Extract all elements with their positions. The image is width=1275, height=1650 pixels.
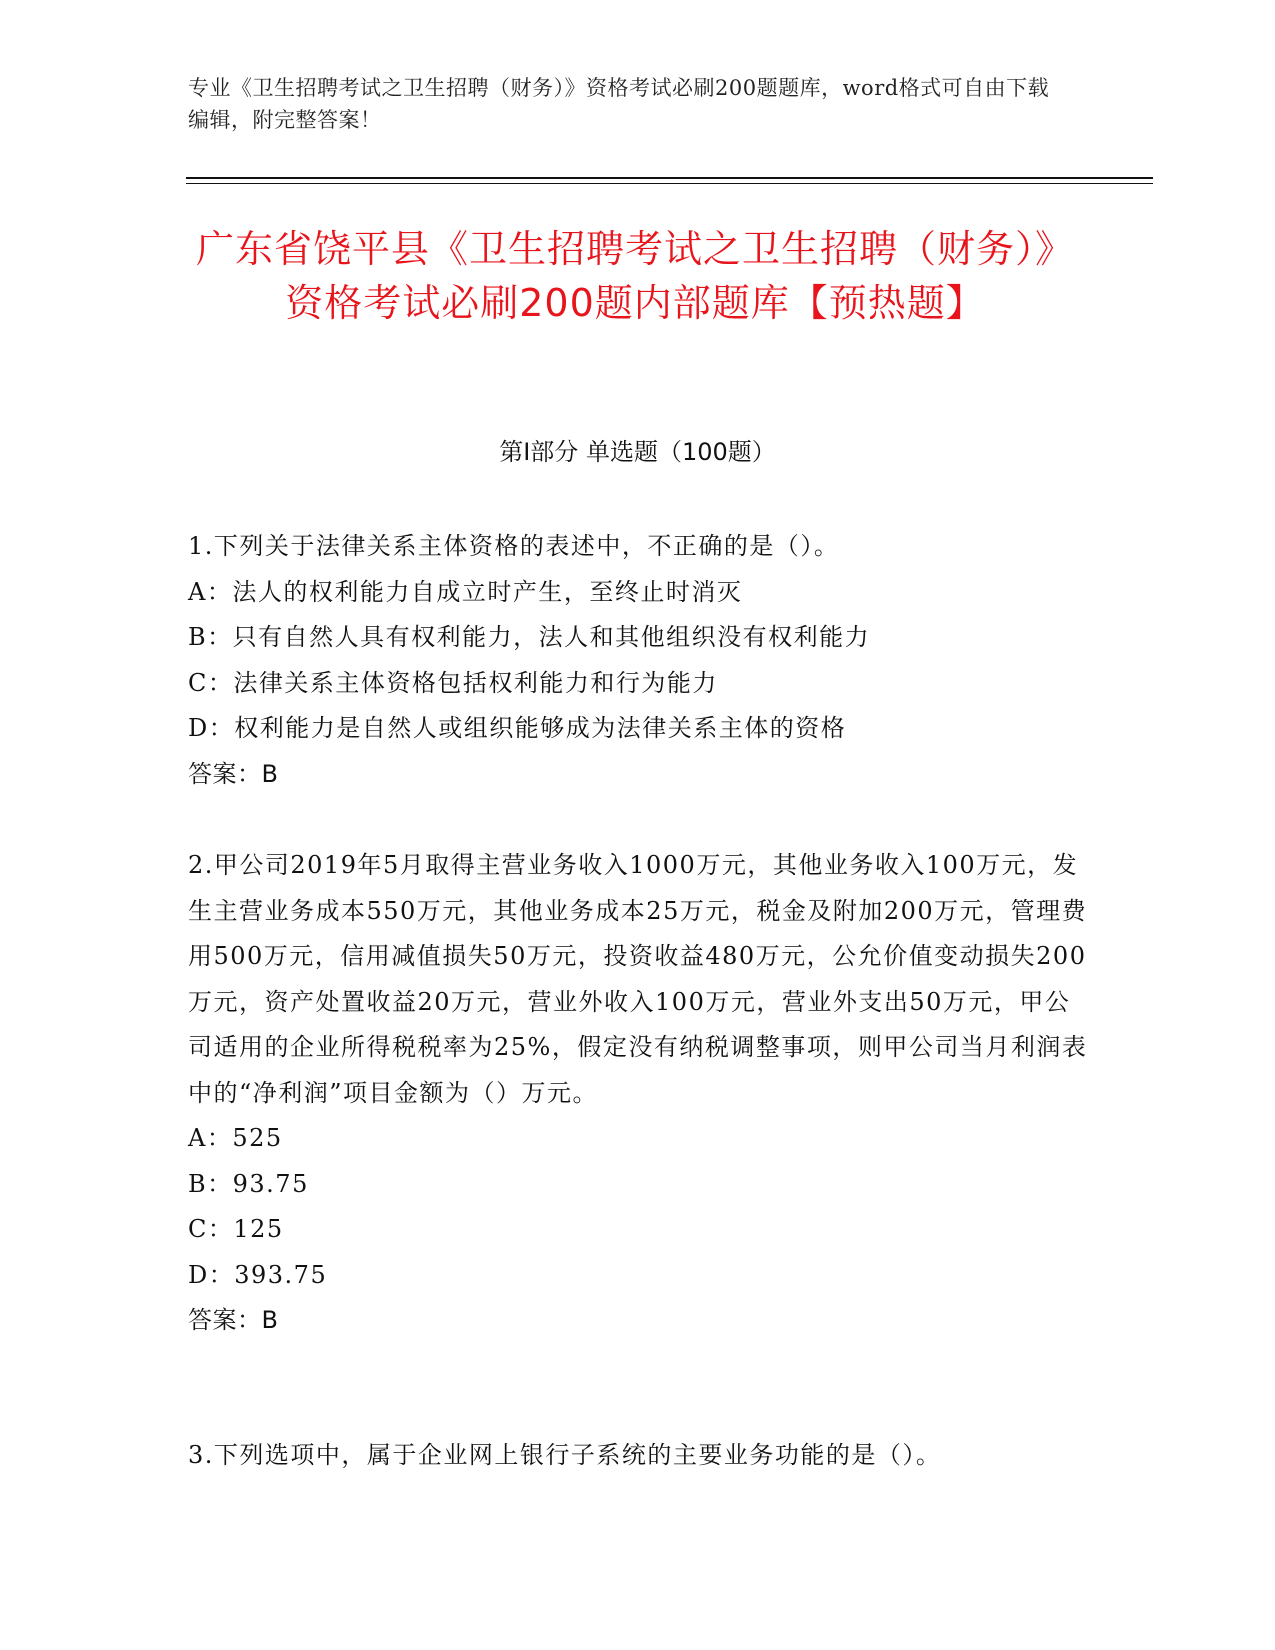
question-2 <box>188 843 1093 1344</box>
question-2-option-d: D：393.75 <box>188 1260 328 1289</box>
header-divider-thin <box>186 183 1153 184</box>
header-note: 专业《卫生招聘考试之卫生招聘（财务）》资格考试必刷200题题库，word格式可自由下载编辑，附完整答案！ <box>188 76 1050 132</box>
question-1-option-d: D：权利能力是自然人或组织能够成为法律关系主体的资格 <box>188 714 847 742</box>
section-title: 第I部分 单选题（100题） <box>499 438 776 466</box>
question-1 <box>188 524 1093 797</box>
question-1-answer: 答案：B <box>188 759 279 788</box>
header-divider-thick <box>186 177 1153 179</box>
question-2-option-a: A：525 <box>188 1124 283 1152</box>
question-1-stem: 1.下列关于法律关系主体资格的表述中，不正确的是（）。 <box>188 532 840 560</box>
question-2-stem: 2.甲公司2019年5月取得主营业务收入1000万元，其他业务收入100万元，发生主营业务成本550万元，其他业务成本25万元，税金及附加200万元，管理费用500万元，信用减值损失50万元，投资收益480万元，公允价值变动损失200万元，资产处置收益20万元，营业外收入100万元，营业外支出50万元，甲公司适用的企业所得税税率为25%，假定没有纳税调整事项，则甲公司当月利润表中的“净利润”项目金额为（）万元。 <box>188 851 1088 1107</box>
question-1-option-c: C：法律关系主体资格包括权利能力和行为能力 <box>188 668 718 697</box>
document-title: 广东省饶平县《卫生招聘考试之卫生招聘（财务）》资格考试必刷200题内部题库【预热题】 <box>195 227 1074 325</box>
question-2-answer: 答案：B <box>188 1306 279 1334</box>
question-2-option-c: C：125 <box>188 1215 284 1243</box>
question-1-option-a: A：法人的权利能力自成立时产生，至终止时消灭 <box>188 577 743 606</box>
question-2-option-b: B：93.75 <box>188 1169 309 1198</box>
question-1-option-b: B：只有自然人具有权利能力，法人和其他组织没有权利能力 <box>188 623 871 651</box>
question-3-stem: 3.下列选项中，属于企业网上银行子系统的主要业务功能的是（）。 <box>188 1441 942 1469</box>
question-3 <box>188 1433 1093 1479</box>
